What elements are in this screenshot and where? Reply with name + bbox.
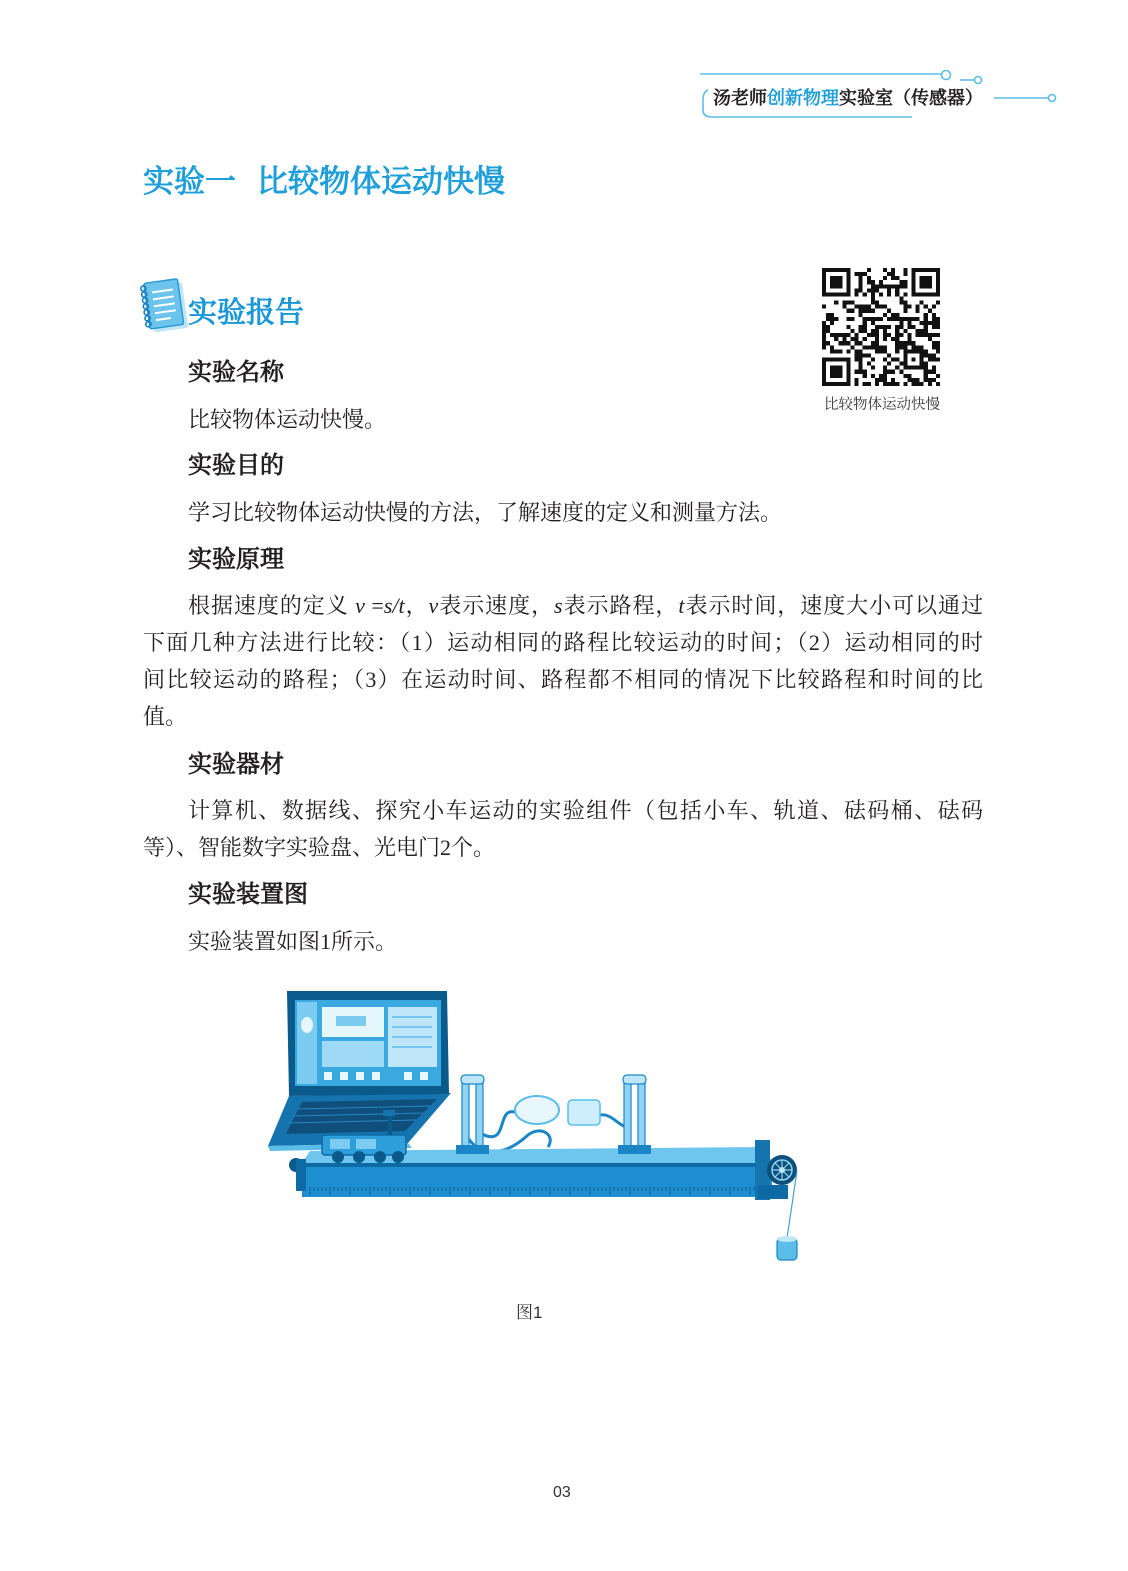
- figure-caption: 图1: [516, 1303, 543, 1322]
- header-part-1: 汤老师: [713, 88, 767, 108]
- heading-experiment-name: 实验名称: [188, 359, 284, 386]
- principle-line-2: 下面几种方法进行比较：（1）运动相同的路程比较运动的时间；（2）运动相同的时: [143, 629, 983, 655]
- variable-v: v: [428, 592, 439, 618]
- header-part-3: 实验室（传感器）: [839, 88, 983, 108]
- variable-t: t: [678, 592, 685, 618]
- heading-experiment-principle: 实验原理: [188, 546, 284, 573]
- chapter-number: 实验一: [143, 164, 236, 199]
- principle-text-segment: ，: [404, 592, 429, 618]
- equipment-line-1: 计算机、数据线、探究小车运动的实验组件（包括小车、轨道、砝码桶、砝码: [188, 797, 983, 823]
- variable-s: s: [554, 592, 563, 618]
- heading-experiment-purpose: 实验目的: [188, 452, 284, 479]
- experiment-setup-text: 实验装置如图1所示。: [188, 928, 398, 954]
- running-header: [713, 86, 983, 110]
- variable-v: v: [355, 592, 365, 618]
- heading-experiment-setup: 实验装置图: [188, 881, 308, 908]
- variable-s-over-t: s/t: [383, 592, 405, 618]
- principle-equals: =: [364, 592, 384, 618]
- heading-experiment-equipment: 实验器材: [188, 751, 284, 778]
- principle-text-segment: 表示速度，: [438, 592, 555, 618]
- principle-line-4: 值。: [143, 703, 188, 729]
- photogate-2: [618, 1075, 651, 1154]
- experiment-name-text: 比较物体运动快慢。: [188, 406, 387, 432]
- pulley: [755, 1140, 797, 1200]
- principle-text-segment: 根据速度的定义: [188, 592, 356, 618]
- qr-code: [822, 268, 940, 386]
- laptop: [268, 991, 451, 1151]
- apparatus-photo: [266, 985, 818, 1270]
- equipment-line-2: 等）、智能数字实验盘、光电门2个。: [143, 834, 496, 860]
- header-part-2: 创新物理: [767, 88, 839, 108]
- experiment-purpose-text: 学习比较物体运动快慢的方法，了解速度的定义和测量方法。: [188, 499, 783, 525]
- sensor-box: [515, 1096, 600, 1125]
- principle-line-3: 间比较运动的路程；（3）在运动时间、路程都不相同的情况下比较路程和时间的比: [143, 666, 983, 692]
- principle-text-segment: 表示时间，速度大小可以通过: [684, 592, 983, 618]
- chapter-title: 比较物体运动快慢: [257, 164, 505, 199]
- page-number: 03: [553, 1484, 571, 1501]
- notebook-icon: [137, 275, 189, 337]
- section-heading: 实验报告: [188, 297, 305, 329]
- principle-line-1: [188, 587, 983, 624]
- qr-caption: 比较物体运动快慢: [824, 397, 940, 413]
- principle-text-segment: 表示路程，: [562, 592, 679, 618]
